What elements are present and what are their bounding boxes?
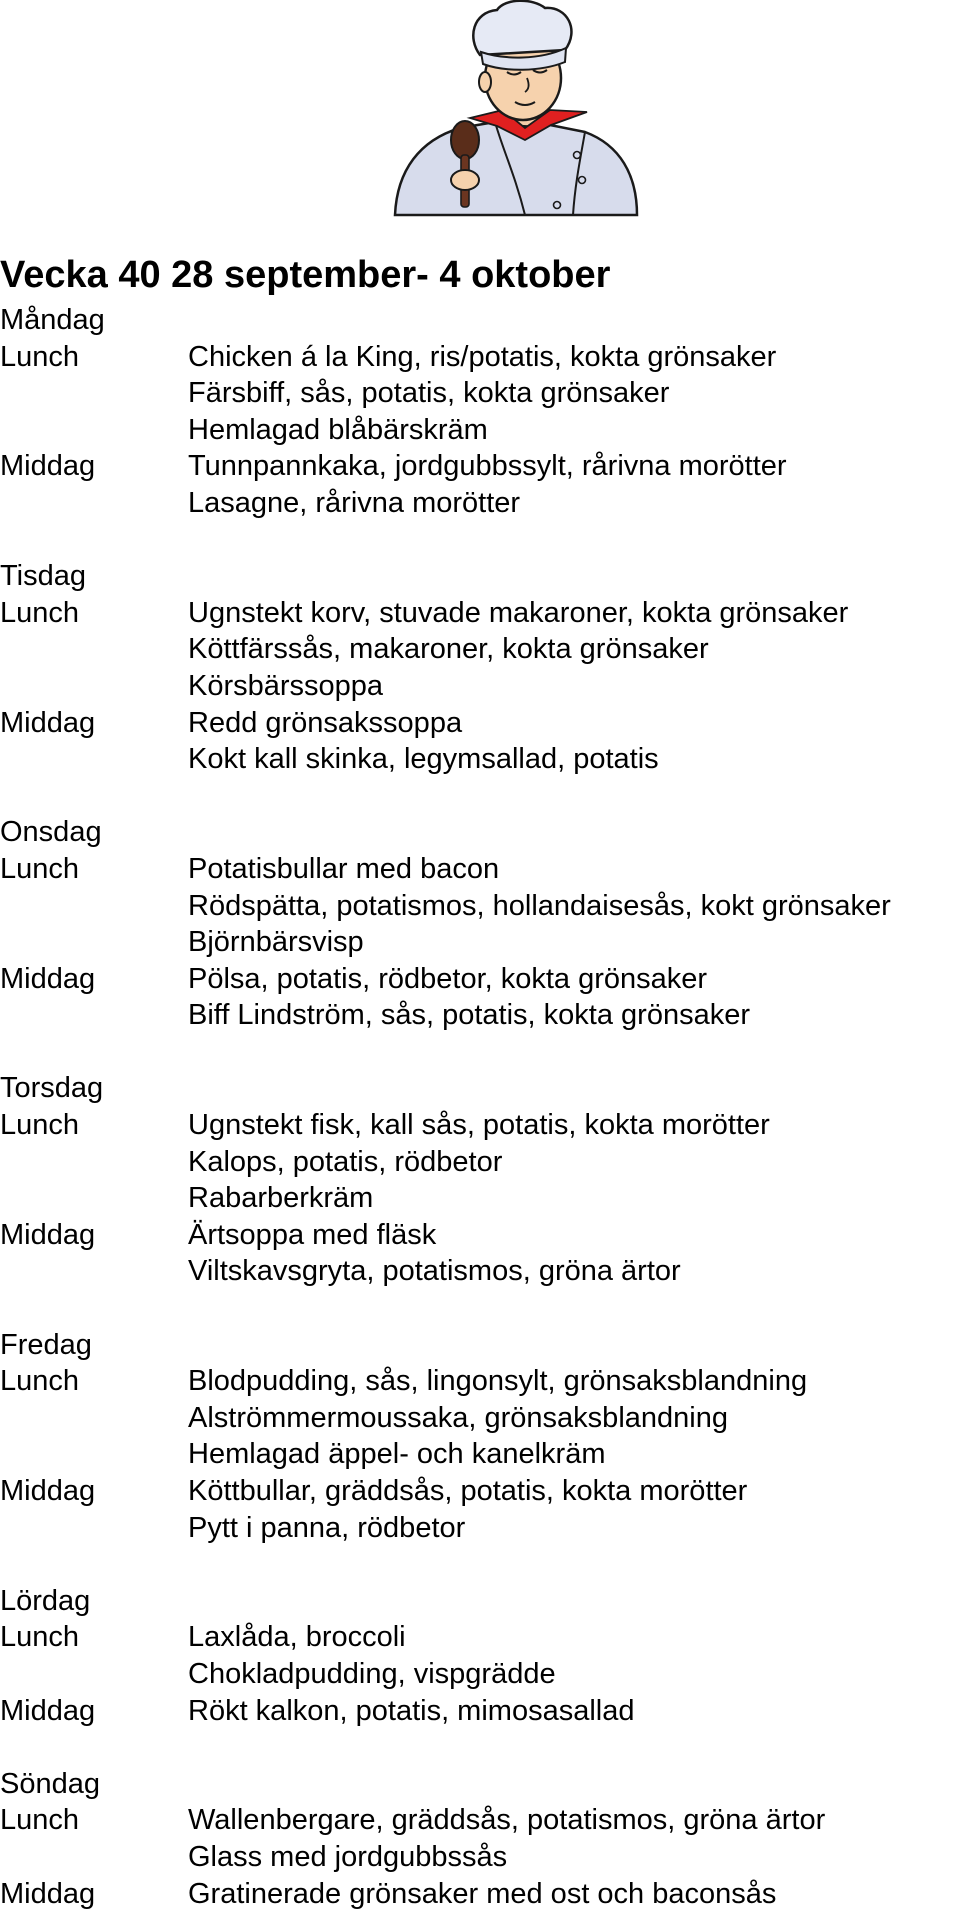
menu-row <box>0 1839 960 1876</box>
dish-text: Laxlåda, broccoli <box>188 1621 406 1654</box>
menu-row <box>0 448 960 485</box>
dish-text: Chicken á la King, ris/potatis, kokta grönsaker <box>188 340 777 373</box>
menu-row <box>0 412 960 449</box>
dish-text: Hemlagad äppel- och kanelkräm <box>188 1438 606 1471</box>
dish-text: Blodpudding, sås, lingonsylt, grönsaksblandning <box>188 1365 808 1398</box>
dish-text: Ugnstekt korv, stuvade makaroner, kokta grönsaker <box>188 596 849 629</box>
menu-row <box>0 997 960 1034</box>
dish-text: Kalops, potatis, rödbetor <box>188 1145 503 1178</box>
day-name: Torsdag <box>0 1072 104 1105</box>
menu-row <box>0 851 960 888</box>
menu-row <box>0 1253 960 1290</box>
dish-text: Ugnstekt fisk, kall sås, potatis, kokta morötter <box>188 1109 770 1142</box>
label-spacer <box>0 485 188 522</box>
menu-row <box>0 1510 960 1547</box>
label-spacer <box>0 375 188 412</box>
dish-text: Ärtsoppa med fläsk <box>188 1218 437 1251</box>
menu-row <box>0 1217 960 1254</box>
label-spacer <box>0 1144 188 1181</box>
meal-label: Lunch <box>0 596 80 629</box>
menu-row <box>0 1473 960 1510</box>
day-name: Lördag <box>0 1584 91 1617</box>
meal-label: Middag <box>0 450 96 483</box>
day-section <box>0 814 960 1034</box>
menu-row <box>0 961 960 998</box>
label-spacer <box>0 1253 188 1290</box>
meal-label: Lunch <box>0 1365 80 1398</box>
menu-row <box>0 1107 960 1144</box>
dish-text: Pytt i panna, rödbetor <box>188 1511 466 1544</box>
label-spacer <box>0 1510 188 1547</box>
dish-text: Körsbärssoppa <box>188 669 384 702</box>
day-section <box>0 1766 960 1912</box>
meal-label: Middag <box>0 706 96 739</box>
meal-label: Middag <box>0 962 96 995</box>
menu-row <box>0 924 960 961</box>
dish-text: Köttfärssås, makaroner, kokta grönsaker <box>188 633 709 666</box>
day-name: Söndag <box>0 1767 100 1800</box>
menu-row <box>0 705 960 742</box>
dish-text: Lasagne, rårivna morötter <box>188 486 521 519</box>
meal-label: Middag <box>0 1877 96 1910</box>
menu-row <box>0 485 960 522</box>
menu-row <box>0 741 960 778</box>
dish-text: Köttbullar, gräddsås, potatis, kokta morötter <box>188 1475 748 1507</box>
day-section <box>0 1327 960 1547</box>
meal-label: Lunch <box>0 852 80 885</box>
menu-row <box>0 888 960 925</box>
label-spacer <box>0 1656 188 1693</box>
dish-text: Alströmmermoussaka, grönsaksblandning <box>188 1401 728 1434</box>
dish-text: Gratinerade grönsaker med ost och baconsås <box>188 1877 777 1910</box>
menu-row <box>0 1876 960 1913</box>
meal-label: Lunch <box>0 1621 80 1654</box>
menu-row <box>0 668 960 705</box>
dish-text: Rödspätta, potatismos, hollandaisesås, kokt grönsaker <box>188 889 891 922</box>
label-spacer <box>0 668 188 705</box>
dish-text: Björnbärsvisp <box>188 926 364 959</box>
label-spacer <box>0 1436 188 1473</box>
dish-text: Chokladpudding, vispgrädde <box>188 1657 556 1690</box>
dish-text: Kokt kall skinka, legymsallad, potatis <box>188 743 659 776</box>
dish-text: Rabarberkräm <box>188 1182 374 1215</box>
menu-row <box>0 1656 960 1693</box>
menu-row <box>0 1400 960 1437</box>
menu-row <box>0 1180 960 1217</box>
label-spacer <box>0 888 188 925</box>
dish-text: Tunnpannkaka, jordgubbssylt, rårivna morötter <box>188 450 787 483</box>
menu-row <box>0 631 960 668</box>
dish-text: Redd grönsakssoppa <box>188 706 463 739</box>
day-name: Onsdag <box>0 816 102 849</box>
dish-text: Hemlagad blåbärskräm <box>188 413 488 446</box>
menu-row <box>0 1693 960 1730</box>
dish-text: Rökt kalkon, potatis, mimosasallad <box>188 1694 635 1727</box>
label-spacer <box>0 412 188 449</box>
page-title: Vecka 40 28 september- 4 oktober <box>0 254 611 296</box>
label-spacer <box>0 1180 188 1217</box>
meal-label: Lunch <box>0 1804 80 1837</box>
day-section <box>0 1070 960 1290</box>
day-name: Måndag <box>0 304 105 336</box>
dish-text: Färsbiff, sås, potatis, kokta grönsaker <box>188 377 670 410</box>
menu-row <box>0 1144 960 1181</box>
label-spacer <box>0 1839 188 1876</box>
menu-row <box>0 1619 960 1656</box>
label-spacer <box>0 631 188 668</box>
label-spacer <box>0 741 188 778</box>
dish-text: Potatisbullar med bacon <box>188 852 500 885</box>
chef-illustration <box>375 0 655 225</box>
day-name: Tisdag <box>0 560 86 593</box>
dish-text: Viltskavsgryta, potatismos, gröna ärtor <box>188 1255 681 1288</box>
label-spacer <box>0 997 188 1034</box>
day-section <box>0 302 960 522</box>
day-section <box>0 558 960 778</box>
meal-label: Middag <box>0 1218 96 1251</box>
meal-label: Lunch <box>0 340 80 373</box>
day-name: Fredag <box>0 1328 92 1361</box>
label-spacer <box>0 1400 188 1437</box>
menu-row <box>0 375 960 412</box>
menu-row <box>0 339 960 376</box>
meal-label: Middag <box>0 1475 96 1507</box>
menu-row <box>0 1802 960 1839</box>
dish-text: Glass med jordgubbssås <box>188 1840 508 1873</box>
dish-text: Pölsa, potatis, rödbetor, kokta grönsaker <box>188 962 708 995</box>
meal-label: Middag <box>0 1694 96 1727</box>
dish-text: Wallenbergare, gräddsås, potatismos, gröna ärtor <box>188 1804 826 1837</box>
weekly-menu <box>0 302 960 1912</box>
menu-row <box>0 1436 960 1473</box>
label-spacer <box>0 924 188 961</box>
day-section <box>0 1583 960 1729</box>
meal-label: Lunch <box>0 1109 80 1142</box>
dish-text: Biff Lindström, sås, potatis, kokta grönsaker <box>188 999 751 1032</box>
menu-row <box>0 595 960 632</box>
menu-row <box>0 1363 960 1400</box>
